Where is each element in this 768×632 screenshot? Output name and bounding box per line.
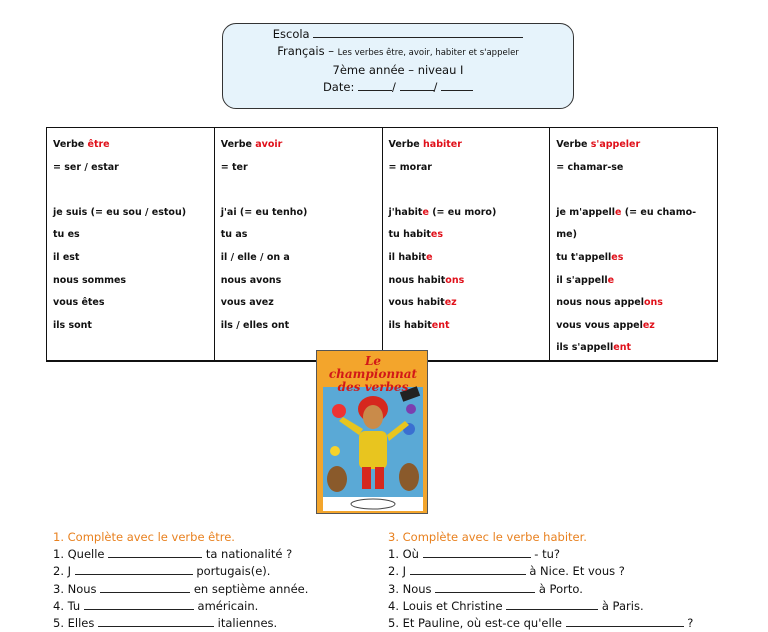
verb-name: s'appeler <box>590 139 641 150</box>
conjugation-line: tu as <box>220 229 248 241</box>
verb-cell <box>214 128 382 361</box>
conjugation-line: il / elle / on a <box>220 251 290 263</box>
verb-ending: es <box>611 251 624 263</box>
conjugation-line: tu es <box>53 229 80 241</box>
conjugation-line: je m'appelle (= eu chamo- <box>556 206 697 218</box>
exercise-line: 1. Où - tu? <box>388 547 560 562</box>
exercise-line: 2. J à Nice. Et vous ? <box>388 564 625 579</box>
exercise-line: 3. Nous à Porto. <box>388 581 583 596</box>
verb-meaning: = ter <box>220 161 248 173</box>
spacer <box>53 179 208 202</box>
worksheet-header <box>222 23 574 109</box>
verb-ending: ons <box>644 297 663 309</box>
date-sep: / <box>433 80 438 94</box>
answer-blank[interactable] <box>423 546 531 558</box>
subject-text: Les verbes être, avoir, habiter et s'appeler <box>337 48 519 58</box>
conjugation-line: il s'appelle <box>556 274 615 286</box>
verb-heading: Verbe être <box>53 139 110 150</box>
conjugation-line: j'ai (= eu tenho) <box>220 206 308 218</box>
verb-ending: es <box>430 229 443 241</box>
conjugation-line: ils / elles ont <box>220 319 290 331</box>
exercise-line: 3. Nous en septième année. <box>53 581 309 596</box>
conjugation-line: j'habite (= eu moro) <box>388 206 497 218</box>
verb-table <box>46 127 718 362</box>
verb-ending: e <box>426 251 433 263</box>
conjugation-line: il est <box>53 251 80 263</box>
exercise-line: 4. Tu américain. <box>53 598 259 613</box>
answer-blank[interactable] <box>84 598 194 610</box>
exercise-line: 2. J portugais(e). <box>53 564 271 579</box>
conjugation-line: tu t'appelles <box>556 251 624 263</box>
verb-heading: Verbe avoir <box>220 139 283 150</box>
verb-cell <box>382 128 550 361</box>
answer-blank[interactable] <box>566 615 684 627</box>
verb-ending: ez <box>642 319 655 331</box>
conjugation-line: me) <box>556 229 577 241</box>
conjugation-line: nous habitons <box>388 274 465 286</box>
conjugation-line: tu habites <box>388 229 443 241</box>
school-blank[interactable] <box>313 27 523 38</box>
spacer <box>389 179 544 202</box>
exercise-line: 5. Et Pauline, où est-ce qu'elle ? <box>388 616 694 631</box>
exercise-line: 4. Louis et Christine à Paris. <box>388 598 644 613</box>
answer-blank[interactable] <box>108 546 202 558</box>
verb-meaning: = chamar-se <box>556 161 624 173</box>
answer-blank[interactable] <box>435 581 535 593</box>
answer-blank[interactable] <box>75 563 193 575</box>
answer-blank[interactable] <box>410 563 526 575</box>
exercise-line: 5. Elles italiennes. <box>53 616 278 631</box>
conjugation-line: je suis (= eu sou / estou) <box>53 206 187 218</box>
subject-row <box>223 43 573 62</box>
date-sep: / <box>391 80 396 94</box>
verb-heading: Verbe habiter <box>388 139 462 150</box>
exercise-line: 1. Quelle ta nationalité ? <box>53 547 293 562</box>
verb-cell <box>550 128 718 361</box>
conjugation-line: ils s'appellent <box>556 342 632 354</box>
conjugation-line: nous avons <box>220 274 282 286</box>
date-day-blank[interactable] <box>358 80 392 91</box>
conjugation-line: vous êtes <box>53 297 105 309</box>
championnat-poster <box>316 350 428 514</box>
verb-ending: ent <box>613 342 632 354</box>
conjugation-line: ils habitent <box>388 319 450 331</box>
spacer <box>556 179 711 202</box>
conjugation-line: vous vous appelez <box>556 319 655 331</box>
verb-ending: ent <box>431 319 450 331</box>
date-row <box>223 79 573 96</box>
answer-blank[interactable] <box>506 598 598 610</box>
school-label: Escola <box>272 27 310 41</box>
verb-ending: ons <box>445 274 465 286</box>
francais-label: Français – <box>277 44 335 58</box>
conjugation-line: vous avez <box>220 297 274 309</box>
verb-meaning: = ser / estar <box>53 161 119 173</box>
answer-blank[interactable] <box>98 615 214 627</box>
verb-meaning: = morar <box>388 161 432 173</box>
exercise-1 <box>53 529 308 632</box>
conjugation-line: il habite <box>388 251 433 263</box>
exercise-title: 3. Complète avec le verbe habiter. <box>388 530 587 544</box>
conjugation-line: ils sont <box>53 319 92 331</box>
school-row <box>223 26 573 43</box>
verb-cell <box>47 128 215 361</box>
conjugation-line: nous nous appelons <box>556 297 663 309</box>
conjugation-line: nous sommes <box>53 274 127 286</box>
date-label: Date: <box>322 80 355 94</box>
date-month-blank[interactable] <box>400 80 434 91</box>
verb-heading: Verbe s'appeler <box>556 139 641 150</box>
verb-ending: ez <box>444 297 457 309</box>
date-year-blank[interactable] <box>441 80 473 91</box>
verb-name: avoir <box>255 139 283 150</box>
spacer <box>221 179 376 202</box>
exercise-title: 1. Complète avec le verbe être. <box>53 530 235 544</box>
grade-text: 7ème année – niveau I <box>332 63 464 77</box>
verb-ending: e <box>422 206 429 218</box>
verb-name: être <box>87 139 110 150</box>
answer-blank[interactable] <box>100 581 190 593</box>
poster-title: Le championnat des verbes <box>328 354 418 394</box>
exercise-3 <box>388 529 693 632</box>
verb-ending: e <box>607 274 615 286</box>
conjugation-line: vous habitez <box>388 297 457 309</box>
verb-name: habiter <box>423 139 462 150</box>
verb-ending: e <box>615 206 622 218</box>
